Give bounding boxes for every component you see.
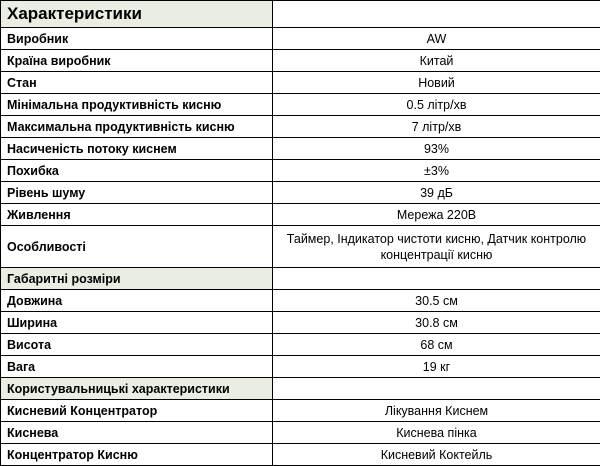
spec-label: Виробник [1, 28, 273, 50]
spec-value: Кисневий Коктейль [273, 444, 600, 466]
spec-value: Мережа 220В [273, 204, 600, 226]
table-row [1, 312, 600, 334]
spec-value: 39 дБ [273, 182, 600, 204]
spec-value: 0.5 літр/хв [273, 94, 600, 116]
spec-label: Ширина [1, 312, 273, 334]
spec-label: Країна виробник [1, 50, 273, 72]
table-row [1, 400, 600, 422]
table-row [1, 204, 600, 226]
spec-label: Концентратор Кисню [1, 444, 273, 466]
table-row [1, 422, 600, 444]
spec-label: Стан [1, 72, 273, 94]
spec-value: 7 літр/хв [273, 116, 600, 138]
table-title: Характеристики [1, 1, 273, 28]
table-header-row [1, 1, 600, 28]
table-row [1, 116, 600, 138]
table-row [1, 356, 600, 378]
spec-label: Особливості [1, 226, 273, 268]
specifications-table-body [1, 1, 600, 466]
spec-value: AW [273, 28, 600, 50]
spec-value: 30.5 см [273, 290, 600, 312]
spec-label: Вага [1, 356, 273, 378]
spec-value: 68 см [273, 334, 600, 356]
spec-value: 93% [273, 138, 600, 160]
spec-label: Максимальна продуктивність кисню [1, 116, 273, 138]
section-value [273, 378, 600, 400]
spec-value: Таймер, Індикатор чистоти кисню, Датчик контролю концентрації кисню [273, 226, 600, 268]
spec-label: Похибка [1, 160, 273, 182]
spec-value: Новий [273, 72, 600, 94]
spec-value: Киснева пінка [273, 422, 600, 444]
section-value [273, 268, 600, 290]
spec-value: Китай [273, 50, 600, 72]
table-row [1, 182, 600, 204]
spec-value: ±3% [273, 160, 600, 182]
table-row [1, 28, 600, 50]
section-label: Користувальницькі характеристики [1, 378, 273, 400]
spec-value: Лікування Киснем [273, 400, 600, 422]
spec-value: 30.8 см [273, 312, 600, 334]
spec-label: Рівень шуму [1, 182, 273, 204]
spec-value: 19 кг [273, 356, 600, 378]
spec-label: Живлення [1, 204, 273, 226]
table-row [1, 94, 600, 116]
spec-label: Насиченість потоку киснем [1, 138, 273, 160]
spec-label: Висота [1, 334, 273, 356]
table-row [1, 444, 600, 466]
table-row [1, 226, 600, 268]
table-row [1, 138, 600, 160]
table-header-value-cell [273, 1, 600, 28]
table-row [1, 72, 600, 94]
spec-label: Кисневий Концентратор [1, 400, 273, 422]
table-row [1, 334, 600, 356]
spec-label: Киснева [1, 422, 273, 444]
table-section-row [1, 268, 600, 290]
table-row [1, 160, 600, 182]
section-label: Габаритні розміри [1, 268, 273, 290]
table-row [1, 50, 600, 72]
table-section-row [1, 378, 600, 400]
spec-label: Мінімальна продуктивність кисню [1, 94, 273, 116]
spec-label: Довжина [1, 290, 273, 312]
table-row [1, 290, 600, 312]
